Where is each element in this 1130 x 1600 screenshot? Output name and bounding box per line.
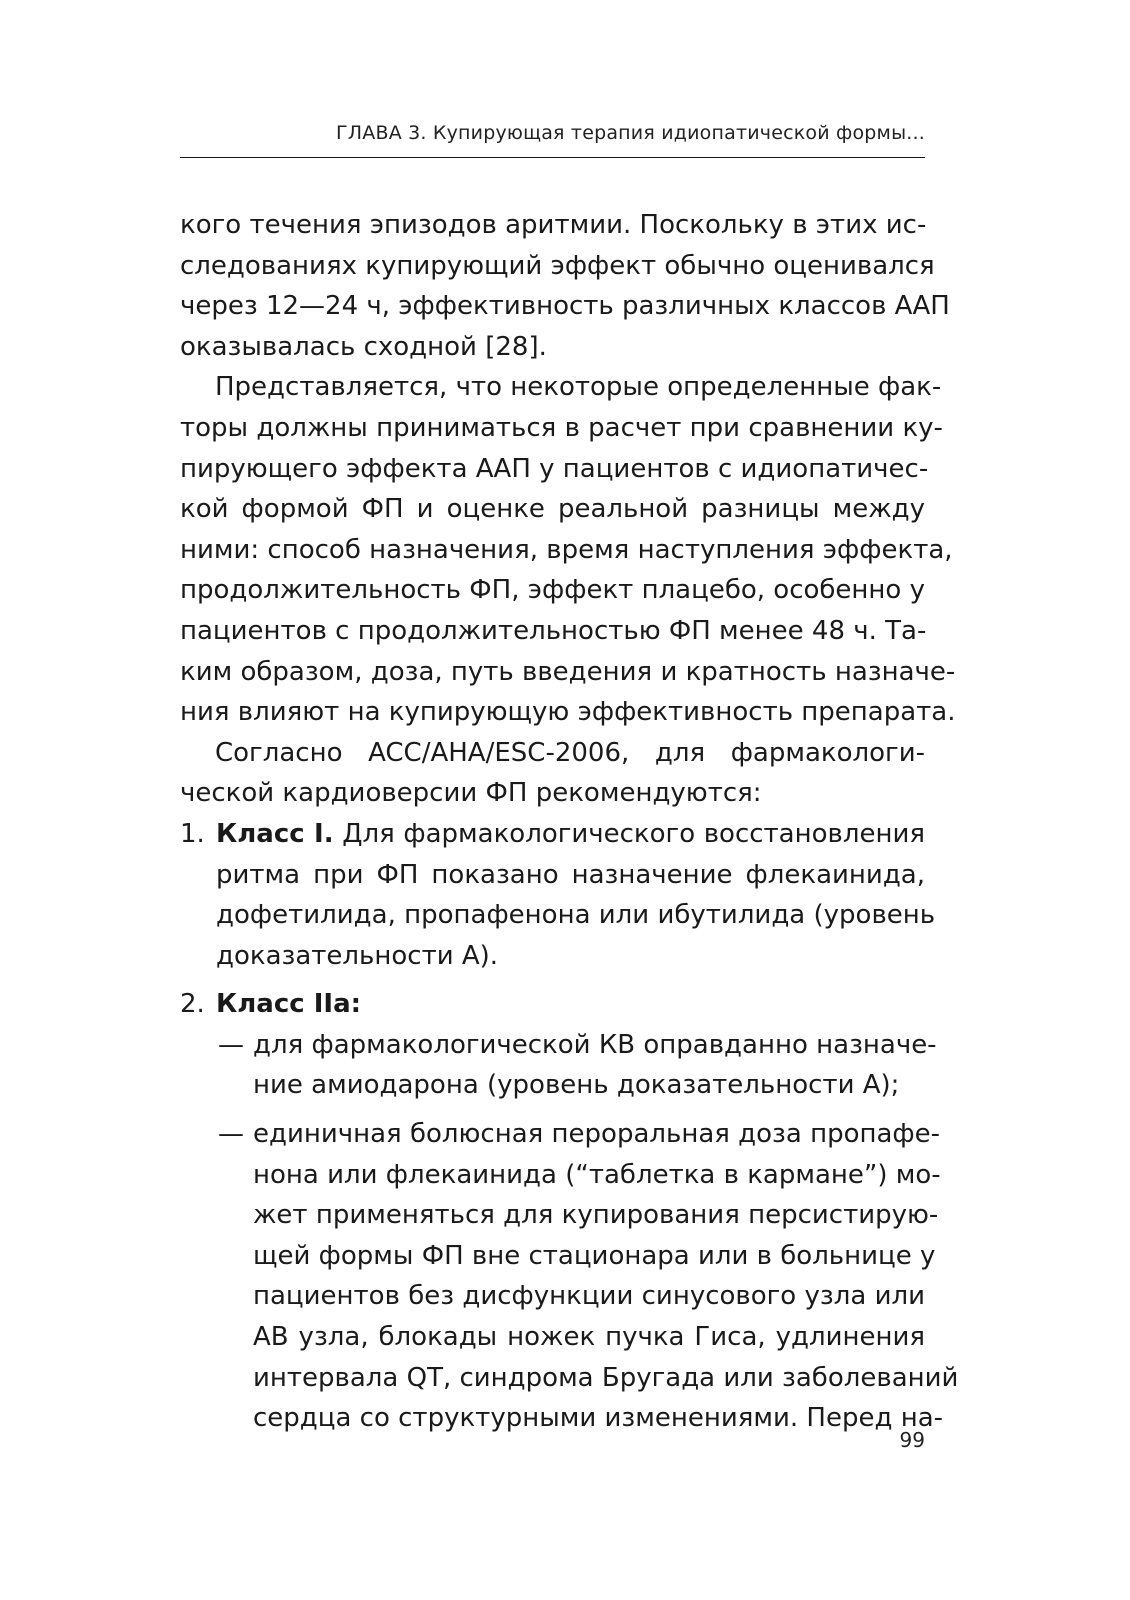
text-line: следованиях купирующий эффект обычно оценивался — [180, 250, 935, 281]
text-line: торы должны приниматься в расчет при сравнении ку- — [180, 412, 943, 443]
text-line: пациентов без дисфункции синусового узла или — [253, 1281, 925, 1312]
sub-item-1 — [180, 1025, 937, 1106]
list-item-text: Для фармакологического восстановления — [333, 818, 925, 849]
text-line: пирующего эффекта ААП у пациентов с идиопатичес- — [180, 453, 929, 484]
text-line: пациентов с продолжительностью ФП менее 48 ч. Та- — [180, 615, 927, 646]
body-text — [180, 205, 959, 1439]
text-line: АВ узла, блокады ножек пучка Гиса, удлинения — [253, 1322, 925, 1353]
text-line: дофетилида, пропафенона или ибутилида (уровень — [216, 900, 936, 931]
text-line: Согласно ACC/AHA/ESC-2006, для фармакологи- — [215, 737, 925, 768]
text-line: продолжительность ФП, эффект плацебо, особенно у — [180, 575, 925, 606]
paragraph-2 — [180, 367, 956, 732]
text-line: ние амиодарона (уровень доказательности А); — [253, 1070, 900, 1101]
text-line: ким образом, доза, путь введения и кратность назначе- — [180, 656, 956, 687]
text-line: ческой кардиоверсии ФП рекомендуются: — [180, 778, 762, 809]
header-rule — [180, 157, 925, 158]
text-line — [180, 1114, 941, 1155]
text-line: через 12—24 ч, эффективность различных классов ААП — [180, 291, 950, 322]
text-line: оказывалась сходной [28]. — [180, 331, 547, 362]
paragraph-3 — [180, 733, 925, 814]
text-line: Представляется, что некоторые определенные фак- — [215, 372, 942, 403]
sub-item-text: единичная болюсная пероральная доза пропафе- — [253, 1119, 941, 1150]
text-line: ритма при ФП показано назначение флекаинида, — [216, 859, 925, 890]
list-item-1 — [180, 814, 936, 976]
dash-bullet: — — [218, 1119, 244, 1150]
class-label: Класс I. — [216, 818, 334, 849]
text-line: ния влияют на купирующую эффективность препарата. — [180, 697, 956, 728]
text-line: жет применяться для купирования персистирую- — [253, 1200, 939, 1231]
text-line — [180, 984, 925, 1025]
sub-item-2 — [180, 1114, 959, 1439]
spacer — [180, 1106, 925, 1114]
list-item-2 — [180, 984, 959, 1439]
text-line: нона или флекаинида (“таблетка в кармане”) мо- — [253, 1159, 941, 1190]
text-line: кого течения эпизодов аритмии. Поскольку в этих ис- — [180, 210, 927, 240]
text-line: кой формой ФП и оценке реальной разницы между — [180, 494, 925, 525]
class-label: Класс IIa: — [216, 989, 362, 1020]
list-number: 1. — [180, 818, 205, 849]
text-line: доказательности А). — [216, 940, 499, 971]
sub-item-text: для фармакологической КВ оправданно назначе- — [253, 1029, 937, 1060]
spacer — [180, 976, 925, 984]
text-line: ними: способ назначения, время наступления эффекта, — [180, 534, 953, 565]
text-line — [180, 1025, 937, 1066]
page-number: 99 — [899, 1428, 925, 1452]
text-line — [180, 814, 925, 855]
running-head: ГЛАВА 3. Купирующая терапия идиопатической формы... — [336, 122, 925, 144]
paragraph-1 — [180, 205, 950, 367]
dash-bullet: — — [218, 1029, 244, 1060]
text-line: щей формы ФП вне стационара или в больнице у — [253, 1240, 936, 1271]
text-line: сердца со структурными изменениями. Перед на- — [253, 1403, 944, 1434]
list-number: 2. — [180, 989, 205, 1020]
text-line: интервала QT, синдрома Бругада или заболеваний — [253, 1362, 959, 1393]
